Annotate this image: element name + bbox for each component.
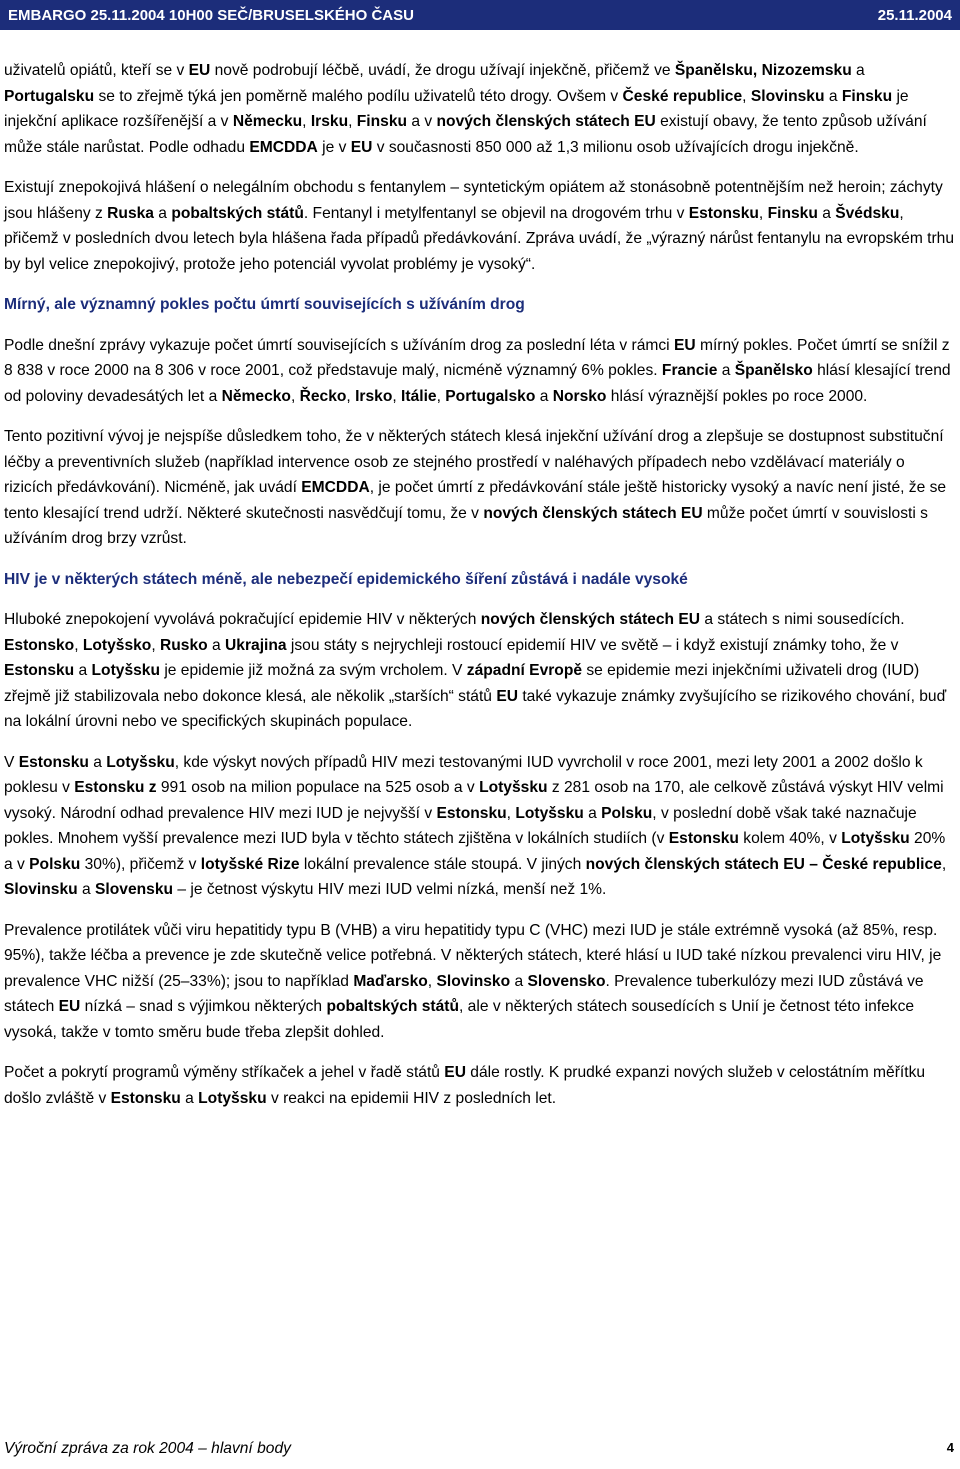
text-run: , <box>436 387 446 405</box>
bold-text-run: EMCDDA <box>301 479 370 496</box>
text-run: , <box>151 636 160 654</box>
bold-text-run: nových členských státech EU – České republice <box>585 855 942 873</box>
bold-text-run: Švédsku <box>835 204 900 222</box>
paragraph <box>4 750 956 903</box>
text-run: . Prevalence tuberkulózy mezi IUD zůstává ve státech <box>4 972 924 1015</box>
bold-text-run: EU <box>350 138 373 156</box>
text-run: 30%), přičemž v <box>80 855 201 873</box>
bold-text-run: Slovensko <box>527 972 606 990</box>
bold-text-run: Španělsko <box>734 362 813 379</box>
bold-text-run: EU <box>444 1064 466 1081</box>
bold-text-run: Estonsku <box>668 830 739 847</box>
text-run: v současnosti 850 000 až 1,3 milionu osob užívajících drogu injekčně. <box>372 138 859 156</box>
text-run: a <box>824 87 842 105</box>
text-run: , <box>392 387 402 405</box>
bold-text-run: Rusko <box>160 636 208 654</box>
text-run: HIV je v některých státech méně, ale nebezpečí epidemického šíření zůstává i nadále vysoké <box>4 570 688 588</box>
paragraph <box>4 424 956 552</box>
text-run: , <box>348 113 357 130</box>
text-run: Mírný, ale významný pokles počtu úmrtí souvisejících s užíváním drog <box>4 296 525 313</box>
text-run: Tento pozitivní vývoj je nejspíše důsledkem toho, že v některých státech klesá injekční užívání drog a zlepšuje se dostupnost substituční léčby a preventivních služeb (například intervence osob ze stejného prostředí v naléhavých případech nebo vzdělávací materiály o rizicích předávkování). Nicméně, jak uvádí <box>4 428 944 496</box>
bold-text-run: Polsku <box>29 855 81 873</box>
bold-text-run: Portugalsko <box>445 387 536 405</box>
footer-title: Výroční zpráva za rok 2004 – hlavní body <box>4 1440 291 1457</box>
text-run: Existují znepokojivá hlášení o nelegálním obchodu s fentanylem – syntetickým opiátem až stonásobně potentnějším než heroin; záchyty jsou hlášeny z <box>4 179 943 222</box>
text-run: hlásí výraznější pokles po roce 2000. <box>606 387 868 405</box>
text-run: , <box>74 636 83 654</box>
bold-text-run: Lotyšsko <box>82 636 152 654</box>
text-run: je epidemie již možná za svým vrcholem. V <box>160 662 467 679</box>
bold-text-run: Finsku <box>767 204 818 222</box>
text-run: , <box>346 387 356 405</box>
bold-text-run: nových členských státech EU <box>480 611 701 628</box>
text-run: nově podrobují léčbě, uvádí, že drogu užívají injekčně, přičemž ve <box>210 62 675 79</box>
text-run: hlásí klesající trend od poloviny devadesátých let a <box>4 362 951 405</box>
section-heading <box>4 292 956 318</box>
bold-text-run: západní Evropě <box>466 662 583 679</box>
page-number: 4 <box>946 1440 954 1455</box>
text-run: , <box>302 113 311 130</box>
bold-text-run: pobaltských států <box>326 998 460 1015</box>
text-run: a <box>583 804 602 822</box>
text-run: , <box>742 87 751 105</box>
text-run: jsou státy s nejrychleji rostoucí epidemií HIV ve světě – i když existují známky toho, že v <box>286 636 899 654</box>
text-run: Počet a pokrytí programů výměny stříkaček a jehel v řadě států <box>4 1064 445 1081</box>
text-run: je injekční aplikace rozšířenější a v <box>4 87 909 130</box>
bold-text-run: Francie <box>661 362 718 379</box>
text-run: , kde výskyt nových případů HIV mezi testovanými IUD vyvrcholil v roce 2001, mezi lety 2001 a 2002 došlo k poklesu v <box>4 753 923 796</box>
text-run: se to zřejmě týká jen poměrně malého podílu uživatelů této drogy. Ovšem v <box>94 87 623 105</box>
bold-text-run: Španělsku, <box>674 62 758 79</box>
text-run: Podle dnešní zprávy vykazuje počet úmrtí souvisejících s užíváním drog za poslední léta v rámci <box>4 336 674 354</box>
bold-text-run: Ruska <box>107 204 154 222</box>
text-run: a <box>717 362 735 379</box>
text-run: 20% a v <box>4 830 946 873</box>
text-run: V <box>4 753 19 771</box>
bold-text-run: EU <box>58 998 81 1015</box>
bold-text-run: EU <box>673 336 696 354</box>
bold-text-run: Německo <box>221 387 291 405</box>
text-run: a <box>817 204 836 222</box>
text-run: a <box>851 62 865 79</box>
bold-text-run: Maďarsko <box>353 972 428 990</box>
text-run: kolem 40%, v <box>738 830 842 847</box>
bold-text-run: Ukrajina <box>225 636 287 654</box>
bold-text-run: Irsku <box>310 113 349 130</box>
header-date: 25.11.2004 <box>877 6 952 24</box>
text-run: Hluboké znepokojení vyvolává pokračující epidemie HIV v některých <box>4 611 481 628</box>
text-run: , <box>758 204 768 222</box>
bold-text-run: Lotyšsku <box>841 830 910 847</box>
bold-text-run: Estonsku z <box>74 779 157 796</box>
text-run: dále rostly. K prudké expanzi nových služeb v celostátním měřítku došlo zvláště v <box>4 1064 926 1107</box>
text-run: z 281 osob na 170, ale celkově zůstává výskyt HIV velmi vysoký. Národní odhad prevalence HIV mezi IUD je nejvyšší v <box>4 779 944 822</box>
text-run: , je počet úmrtí z předávkování stále ještě historicky vysoký a navíc není jisté, že se tento klesající trend udrží. Některé skutečnosti nasvědčují tomu, že v <box>4 479 947 522</box>
embargo-header-bar <box>0 0 960 30</box>
text-run: , <box>941 855 947 873</box>
bold-text-run: Portugalsku <box>4 87 95 105</box>
bold-text-run: Lotyšsku <box>479 779 548 796</box>
text-run: , přičemž v posledních dvou letech byla hlášena řada případů předávkování. Zpráva uvádí, že „výrazný nárůst fentanylu na evropském trhu by byl velice znepokojivý, protože jeho potenciál vyvolat problémy je vysoký“. <box>4 204 955 273</box>
bold-text-run: Slovinsku <box>4 881 78 898</box>
text-run: a <box>77 881 96 898</box>
text-run: může počet úmrtí v souvislosti s užíváním drog brzy vzrůst. <box>4 504 928 547</box>
text-run: Prevalence protilátek vůči viru hepatitidy typu B (VHB) a viru hepatitidy typu C (VHC) mezi IUD je stále extrémně vysoká (až 85%, resp. 95%), takže léčba a prevence je zde skutečně velice potřebná. V některých státech, které hlásí u IUD také nízkou prevalenci viru HIV, je prevalence VHC nižší (25–33%); jsou to například <box>4 921 942 990</box>
bold-text-run: Estonsku <box>688 204 759 222</box>
bold-text-run: Estonsku <box>18 753 89 771</box>
text-run: v reakci na epidemii HIV z posledních let. <box>266 1089 557 1107</box>
text-run: . Fentanyl i metylfentanyl se objevil na drogovém trhu v <box>303 204 689 222</box>
text-run: a <box>88 753 107 771</box>
bold-text-run: Lotyšsku <box>91 662 160 679</box>
embargo-notice: EMBARGO 25.11.2004 10H00 SEČ/BRUSELSKÉHO ČASU <box>8 6 414 24</box>
text-run: a <box>180 1089 199 1107</box>
text-run: je v <box>317 138 351 156</box>
text-run: také vykazuje známky zvyšujícího se rizikového chování, buď na lokální úrovni nebo ve specifických skupinách populace. <box>4 687 947 730</box>
text-run: lokální prevalence stále stoupá. V jiných <box>299 855 586 873</box>
text-run: a <box>535 387 553 405</box>
bold-text-run: nových členských státech EU <box>436 113 656 130</box>
text-run: , <box>506 804 516 822</box>
bold-text-run: Estonsku <box>4 662 75 679</box>
bold-text-run: nových členských státech EU <box>483 504 703 522</box>
paragraph <box>4 918 956 1046</box>
bold-text-run: Estonsku <box>110 1089 181 1107</box>
text-run: existují obavy, že tento způsob užívání může stále narůstat. Podle odhadu <box>4 113 927 156</box>
text-run: uživatelů opiátů, kteří se v <box>4 62 189 79</box>
text-run: – je četnost výskytu HIV mezi IUD velmi nízká, menší než 1%. <box>173 881 607 898</box>
bold-text-run: lotyšské Rize <box>200 855 300 873</box>
text-run: a <box>510 972 528 990</box>
paragraph <box>4 175 956 277</box>
bold-text-run: EU <box>496 687 518 705</box>
text-run: a <box>153 204 172 222</box>
bold-text-run: pobaltských států <box>171 204 304 222</box>
text-run: , <box>290 387 300 405</box>
text-run: 991 osob na milion populace na 525 osob a v <box>156 779 480 796</box>
text-run: a státech s nimi sousedících. <box>700 611 905 628</box>
bold-text-run: Polsku <box>601 804 653 822</box>
paragraph <box>4 1060 956 1111</box>
text-run: , ale v některých státech sousedících s Unií je četnost této infekce vysoká, takže v tomto směru bude třeba zlepšit dohled. <box>4 998 915 1041</box>
bold-text-run: Estonsku <box>436 804 507 822</box>
bold-text-run: Lotyšsku <box>198 1089 267 1107</box>
paragraph <box>4 333 956 410</box>
text-run: se epidemie mezi injekčními uživateli drog (IUD) zřejmě již stabilizovala nebo dokonce klesá, ale několik „starších“ států <box>4 662 920 705</box>
bold-text-run: Irsko <box>355 387 393 405</box>
bold-text-run: Finsku <box>356 113 408 130</box>
bold-text-run: Slovensku <box>95 881 174 898</box>
bold-text-run: Finsku <box>841 87 893 105</box>
bold-text-run: Norsko <box>552 387 607 405</box>
text-run: , v poslední době však také naznačuje pokles. Mnohem vyšší prevalence mezi IUD byla v těchto státech zjištěna v lokálních studiích (v <box>4 804 917 847</box>
bold-text-run: Nizozemsku <box>761 62 852 79</box>
bold-text-run: EMCDDA <box>249 138 318 156</box>
text-run: mírný pokles. Počet úmrtí se snížil z 8 838 v roce 2000 na 8 306 v roce 2001, což představuje malý, nicméně významný 6% pokles. <box>4 336 950 379</box>
paragraph <box>4 58 956 160</box>
bold-text-run: Řecko <box>299 387 347 405</box>
bold-text-run: Slovinsku <box>750 87 825 105</box>
bold-text-run: Estonsko <box>4 636 75 654</box>
bold-text-run: Lotyšsku <box>106 753 175 771</box>
page-footer <box>4 1440 954 1458</box>
bold-text-run: Itálie <box>401 387 437 405</box>
bold-text-run: EU <box>188 62 211 79</box>
text-run: nízká – snad s výjimkou některých <box>80 998 327 1015</box>
bold-text-run: Lotyšsku <box>515 804 584 822</box>
bold-text-run: Slovinsko <box>436 972 511 990</box>
text-run: , <box>427 972 437 990</box>
text-run: a v <box>407 113 437 130</box>
bold-text-run: Německu <box>232 113 303 130</box>
text-run: a <box>207 636 226 654</box>
section-heading <box>4 567 956 593</box>
document-body <box>4 58 956 1126</box>
text-run: a <box>74 662 92 679</box>
bold-text-run: České republice <box>622 87 743 105</box>
paragraph <box>4 607 956 735</box>
